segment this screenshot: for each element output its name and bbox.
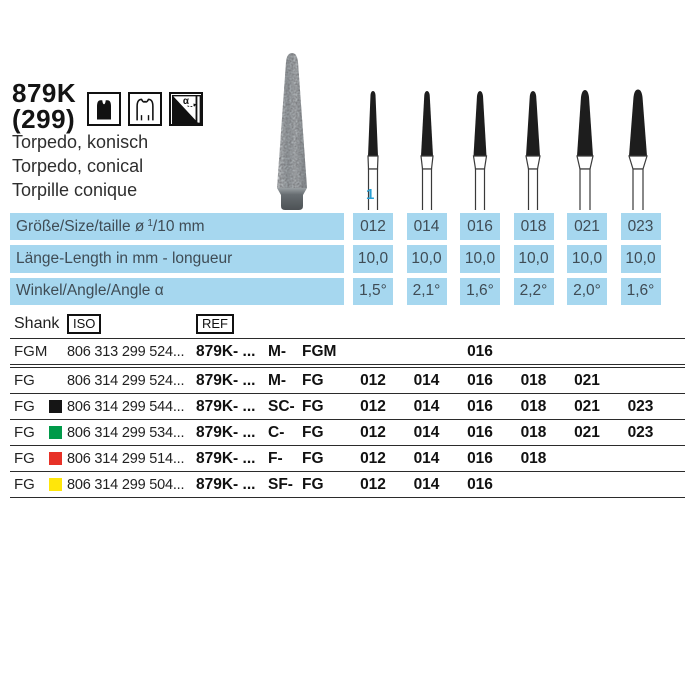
ref-code: 879K- ... SC- FG: [196, 397, 324, 415]
order-row-fg-sf: [10, 471, 685, 498]
size-row-label: Größe/Size/taille ø 1 /10 mm: [10, 213, 344, 240]
shank-type: FGM: [14, 343, 48, 360]
bur-silhouette-023: [616, 88, 660, 210]
ref-header-badge: REF: [196, 314, 234, 334]
iso-number: 806 314 299 514...: [67, 450, 185, 467]
size-value: 012: [353, 213, 393, 240]
tooth-prep-solid-icon: [87, 92, 121, 126]
grit-color-swatch: [49, 400, 62, 413]
spec-table-labels: [10, 213, 344, 305]
tooth-crown-outline-icon: [128, 92, 162, 126]
order-row-fg-f: [10, 445, 685, 471]
shank-type: FG: [14, 424, 35, 441]
angle-value: 2,0°: [567, 278, 607, 305]
available-sizes: 012 014 016 018 021 023: [360, 423, 654, 441]
spec-column-016: [460, 213, 500, 305]
bur-silhouette-018: [511, 88, 555, 210]
grit-color-swatch: [49, 478, 62, 491]
size-value: 016: [460, 213, 500, 240]
iso-number: 806 314 299 544...: [67, 398, 185, 415]
shank-type: FG: [14, 398, 35, 415]
length-value: 10,0: [353, 245, 393, 272]
length-value: 10,0: [460, 245, 500, 272]
order-row-fg-c: [10, 419, 685, 445]
iso-number: 806 314 299 534...: [67, 424, 185, 441]
iso-number: 806 314 299 504...: [67, 476, 185, 493]
grit-color-swatch: [49, 426, 62, 439]
spec-column-014: [407, 213, 447, 305]
grit-color-swatch: [49, 452, 62, 465]
ref-code: 879K- ... M- FG: [196, 371, 324, 389]
spec-table-columns: [353, 213, 661, 305]
length-row-label: Länge-Length in mm - longueur: [10, 245, 344, 272]
product-name-fr: Torpille conique: [12, 180, 138, 200]
product-name-de: Torpedo, konisch: [12, 132, 149, 152]
available-sizes: 012 014 016 018 021: [360, 371, 600, 389]
spec-column-023: [621, 213, 661, 305]
angle-value: 1,6°: [460, 278, 500, 305]
available-sizes: 012 014 016: [360, 475, 493, 493]
spec-column-018: [514, 213, 554, 305]
order-row-fg-m: [10, 364, 685, 393]
bur-silhouette-021: [563, 88, 607, 210]
taper-angle-icon: [169, 92, 203, 126]
product-names: [12, 130, 148, 202]
angle-value: 2,2°: [514, 278, 554, 305]
size-value: 014: [407, 213, 447, 240]
shank-length-marker: 1: [366, 186, 375, 203]
angle-value: 1,6°: [621, 278, 661, 305]
angle-value: 2,1°: [407, 278, 447, 305]
order-table-header: [10, 311, 685, 338]
angle-row-label: Winkel/Angle/Angle α: [10, 278, 344, 305]
iso-number: 806 313 299 524...: [67, 343, 185, 360]
product-code: [12, 80, 76, 132]
alpha-symbol: α: [182, 95, 189, 107]
shank-type: FG: [14, 372, 35, 389]
available-sizes: 016: [467, 342, 493, 360]
ref-code: 879K- ... F- FG: [196, 449, 324, 467]
product-code-main: 879K: [12, 78, 77, 108]
product-code-secondary: (299): [12, 104, 76, 134]
available-sizes: 012 014 016 018 021 023: [360, 397, 654, 415]
available-sizes: 012 014 016 018: [360, 449, 547, 467]
order-row-fgm-m: [10, 338, 685, 364]
grit-color-swatch: [49, 345, 62, 358]
angle-value: 1,5°: [353, 278, 393, 305]
iso-number: 806 314 299 524...: [67, 372, 185, 389]
length-value: 10,0: [621, 245, 661, 272]
size-value: 023: [621, 213, 661, 240]
order-row-fg-sc: [10, 393, 685, 419]
bur-silhouette-016: [458, 88, 502, 210]
bur-photo: [264, 50, 320, 219]
ref-code: 879K- ... C- FG: [196, 423, 324, 441]
size-value: 018: [514, 213, 554, 240]
shank-type: FG: [14, 450, 35, 467]
indication-icons: [87, 92, 203, 126]
grit-color-swatch: [49, 374, 62, 387]
order-table: [10, 311, 685, 498]
length-value: 10,0: [514, 245, 554, 272]
length-value: 10,0: [407, 245, 447, 272]
length-value: 10,0: [567, 245, 607, 272]
spec-column-021: [567, 213, 607, 305]
spec-column-012: [353, 213, 393, 305]
size-value: 021: [567, 213, 607, 240]
product-name-en: Torpedo, conical: [12, 156, 144, 176]
shank-header: Shank: [14, 315, 60, 332]
bur-silhouette-014: [405, 88, 449, 210]
shank-type: FG: [14, 476, 35, 493]
ref-code: 879K- ... M- FGM: [196, 342, 337, 360]
ref-code: 879K- ... SF- FG: [196, 475, 324, 493]
iso-header-badge: ISO: [67, 314, 101, 334]
